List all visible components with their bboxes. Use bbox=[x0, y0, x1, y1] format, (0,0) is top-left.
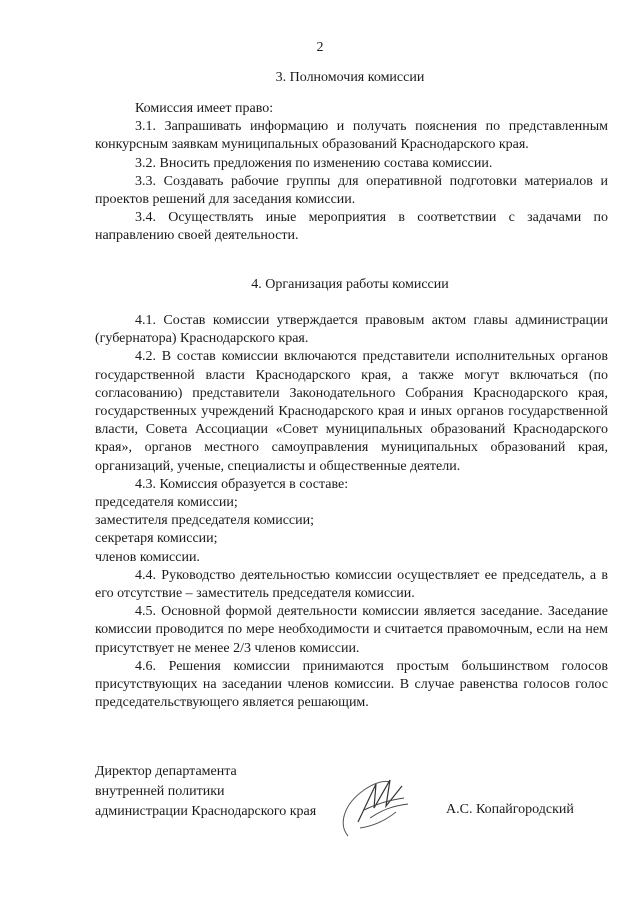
section-3-body bbox=[95, 100, 608, 246]
position-line: Директор департамента bbox=[95, 764, 237, 779]
handwritten-signature-icon bbox=[330, 770, 420, 842]
paragraph: 3.4. Осуществлять иные мероприятия в соответствии с задачами по направлению своей деятельности. bbox=[95, 210, 608, 244]
list-item: секретаря комиссии; bbox=[95, 531, 218, 547]
paragraph: 3.3. Создавать рабочие группы для оперативной подготовки материалов и проектов решений для заседания комиссии. bbox=[95, 173, 608, 208]
signatory-position bbox=[95, 762, 316, 822]
paragraph: 3.1. Запрашивать информацию и получать пояснения по представленным конкурсным заявкам муниципальных образований Краснодарского края. bbox=[95, 119, 608, 153]
section-3-title: 3. Полномочия комиссии bbox=[275, 70, 425, 85]
signatory-name: А.С. Копайгородский bbox=[446, 802, 574, 817]
paragraph: 3.2. Вносить предложения по изменению состава комиссии. bbox=[135, 155, 493, 171]
paragraph: 4.5. Основной формой деятельности комиссии является заседание. Заседание комиссии проводится по мере необходимости и считается правомочным, если на нем присутствует не менее 2/3 членов комиссии. bbox=[95, 604, 608, 656]
position-line: администрации Краснодарского края bbox=[95, 804, 317, 819]
paragraph: 4.4. Руководство деятельностью комиссии осуществляет ее председатель, а в его отсутствие – заместитель председателя комиссии. bbox=[95, 567, 608, 602]
paragraph: 4.3. Комиссия образуется в составе: bbox=[135, 476, 349, 492]
list-item: членов комиссии. bbox=[95, 549, 200, 565]
section-4-title: 4. Организация работы комиссии bbox=[251, 277, 449, 292]
list-item: заместителя председателя комиссии; bbox=[95, 513, 315, 529]
position-line: внутренней политики bbox=[95, 784, 225, 799]
section-4-body bbox=[95, 312, 608, 712]
paragraph: Комиссия имеет право: bbox=[135, 101, 274, 116]
list-item: председателя комиссии; bbox=[95, 495, 238, 511]
page-number: 2 bbox=[316, 40, 324, 55]
paragraph: 4.1. Состав комиссии утверждается правовым актом главы администрации (губернатора) Краснодарского края. bbox=[95, 313, 608, 347]
paragraph: 4.2. В состав комиссии включаются представители исполнительных органов государственной власти Краснодарского края, а также могут включаться (по согласованию) представители Законодательного Собрания Краснодарского края, государственных учреждений Краснодарского края и иных органов государственной власти, Совета Ассоциации «Совет муниципальных образований Краснодарского края», органов местного самоуправления муниципальных образований края, организаций, ученые, специалисты и общественные деятели. bbox=[95, 349, 608, 474]
paragraph: 4.6. Решения комиссии принимаются простым большинством голосов присутствующих на заседании членов комиссии. В случае равенства голосов голос председательствующего является решающим. bbox=[95, 658, 608, 711]
